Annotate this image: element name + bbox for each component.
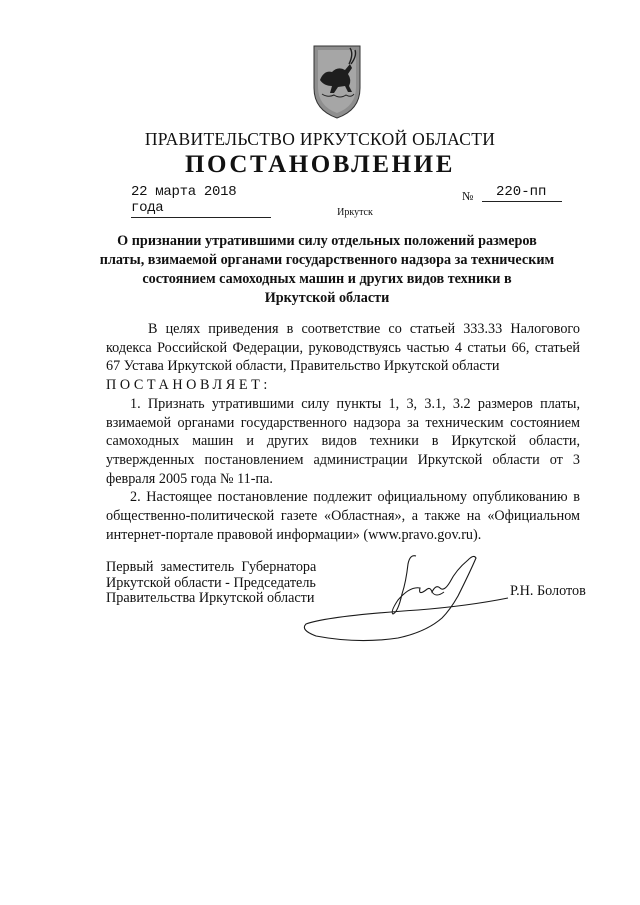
document-heading [92, 232, 562, 308]
position-line: Первый заместитель Губернатора [106, 559, 317, 575]
handwritten-signature [298, 552, 510, 647]
signatory-name: Р.Н. Болотов [510, 583, 586, 599]
coat-of-arms-emblem [312, 40, 362, 120]
item-1-paragraph: 1. Признать утратившими силу пункты 1, 3, 3.1, 3.2 размеров платы, взимаемой органами государственного надзора за техническим состоянием самоходных машин и других видов техники в Иркутской области, утвержденных постановлением администрации Иркутской области от 3 февраля 2005 года № 11-па. [106, 395, 580, 487]
document-body [106, 320, 580, 544]
position-line: Иркутской области - Председатель [106, 574, 316, 591]
city-name: Иркутск [337, 207, 373, 218]
item-2-paragraph: 2. Настоящее постановление подлежит официальному опубликованию в общественно-политической газете «Областная», а также на «Официальном интернет-портале правовой информации» (www.pravo.gov.ru). [106, 489, 580, 543]
preamble-paragraph: В целях приведения в соответствие со статьей 333.33 Налогового кодекса Российской Федерации, руководствуясь частью 4 статьи 66, статьей 67 Устава Иркутской области, Правительство Иркутской области [106, 321, 580, 375]
document-number: 220-пп [482, 184, 562, 202]
heading-line: платы, взимаемой органами государственного надзора за техническим [99, 252, 555, 268]
position-line: Правительства Иркутской области [106, 590, 315, 606]
document-title: ПОСТАНОВЛЕНИЕ [184, 151, 456, 178]
decree-word: ПОСТАНОВЛЯЕТ: [106, 377, 271, 394]
number-sign: № [462, 189, 474, 203]
signatory-position [106, 560, 316, 607]
heading-line: состоянием самоходных машин и других видов техники в [142, 271, 512, 287]
heading-line: Иркутской области [264, 290, 390, 306]
government-name: ПРАВИТЕЛЬСТВО ИРКУТСКОЙ ОБЛАСТИ [144, 129, 496, 149]
heading-line: О признании утратившими силу отдельных положений размеров [117, 233, 537, 249]
document-date: 22 марта 2018 года [131, 184, 271, 218]
